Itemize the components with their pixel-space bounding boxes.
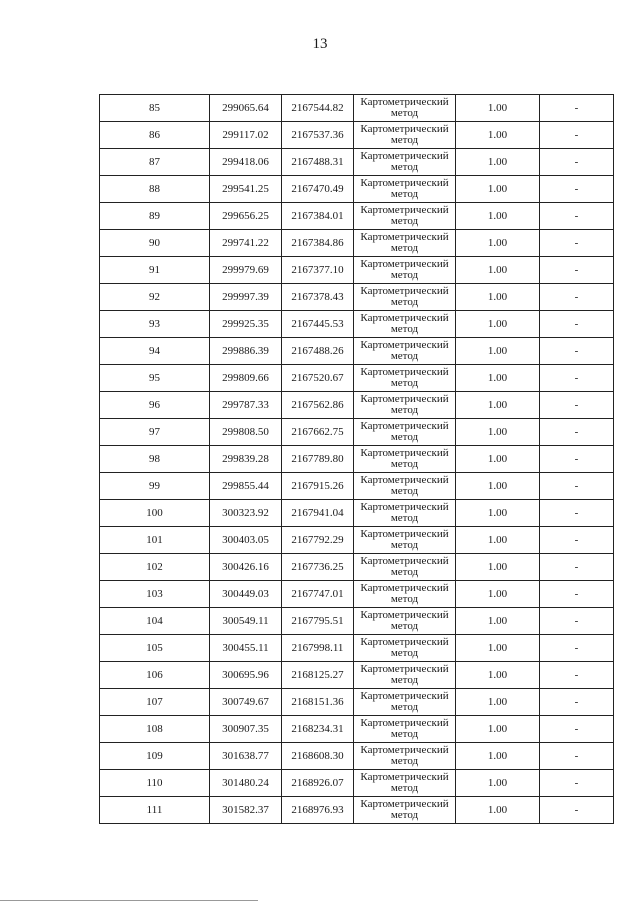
x-coordinate-cell: 301638.77: [210, 743, 282, 770]
accuracy-cell: 1.00: [456, 527, 540, 554]
accuracy-cell: 1.00: [456, 311, 540, 338]
y-coordinate-cell: 2167941.04: [282, 500, 354, 527]
point-number-cell: 95: [100, 365, 210, 392]
point-number-cell: 101: [100, 527, 210, 554]
x-coordinate-cell: 299656.25: [210, 203, 282, 230]
note-cell: -: [540, 527, 614, 554]
y-coordinate-cell: 2167384.01: [282, 203, 354, 230]
method-cell: Картометрический метод: [354, 392, 456, 419]
note-cell: -: [540, 608, 614, 635]
y-coordinate-cell: 2168234.31: [282, 716, 354, 743]
note-cell: -: [540, 392, 614, 419]
y-coordinate-cell: 2167488.31: [282, 149, 354, 176]
note-cell: -: [540, 257, 614, 284]
y-coordinate-cell: 2167488.26: [282, 338, 354, 365]
point-number-cell: 107: [100, 689, 210, 716]
note-cell: -: [540, 176, 614, 203]
note-cell: -: [540, 689, 614, 716]
table-row: [100, 230, 614, 257]
point-number-cell: 94: [100, 338, 210, 365]
method-cell: Картометрический метод: [354, 527, 456, 554]
x-coordinate-cell: 300907.35: [210, 716, 282, 743]
footer-rule: [0, 900, 258, 901]
y-coordinate-cell: 2167544.82: [282, 95, 354, 122]
note-cell: -: [540, 122, 614, 149]
method-cell: Картометрический метод: [354, 149, 456, 176]
point-number-cell: 103: [100, 581, 210, 608]
accuracy-cell: 1.00: [456, 203, 540, 230]
accuracy-cell: 1.00: [456, 230, 540, 257]
x-coordinate-cell: 300749.67: [210, 689, 282, 716]
note-cell: -: [540, 770, 614, 797]
accuracy-cell: 1.00: [456, 122, 540, 149]
table-row: [100, 500, 614, 527]
point-number-cell: 104: [100, 608, 210, 635]
method-cell: Картометрический метод: [354, 608, 456, 635]
method-cell: Картометрический метод: [354, 473, 456, 500]
x-coordinate-cell: 300449.03: [210, 581, 282, 608]
table-row: [100, 311, 614, 338]
y-coordinate-cell: 2167736.25: [282, 554, 354, 581]
x-coordinate-cell: 299541.25: [210, 176, 282, 203]
y-coordinate-cell: 2168125.27: [282, 662, 354, 689]
accuracy-cell: 1.00: [456, 743, 540, 770]
table-row: [100, 554, 614, 581]
note-cell: -: [540, 635, 614, 662]
x-coordinate-cell: 299997.39: [210, 284, 282, 311]
accuracy-cell: 1.00: [456, 716, 540, 743]
method-cell: Картометрический метод: [354, 446, 456, 473]
x-coordinate-cell: 299979.69: [210, 257, 282, 284]
point-number-cell: 93: [100, 311, 210, 338]
table-row: [100, 257, 614, 284]
coordinates-table: [99, 94, 614, 824]
y-coordinate-cell: 2167795.51: [282, 608, 354, 635]
y-coordinate-cell: 2168926.07: [282, 770, 354, 797]
table-row: [100, 662, 614, 689]
method-cell: Картометрический метод: [354, 500, 456, 527]
method-cell: Картометрический метод: [354, 797, 456, 824]
method-cell: Картометрический метод: [354, 284, 456, 311]
method-cell: Картометрический метод: [354, 689, 456, 716]
accuracy-cell: 1.00: [456, 797, 540, 824]
x-coordinate-cell: 300549.11: [210, 608, 282, 635]
x-coordinate-cell: 299839.28: [210, 446, 282, 473]
point-number-cell: 102: [100, 554, 210, 581]
table-row: [100, 716, 614, 743]
x-coordinate-cell: 299886.39: [210, 338, 282, 365]
point-number-cell: 99: [100, 473, 210, 500]
method-cell: Картометрический метод: [354, 230, 456, 257]
y-coordinate-cell: 2167377.10: [282, 257, 354, 284]
x-coordinate-cell: 299117.02: [210, 122, 282, 149]
method-cell: Картометрический метод: [354, 635, 456, 662]
table-row: [100, 797, 614, 824]
x-coordinate-cell: 300323.92: [210, 500, 282, 527]
table-row: [100, 527, 614, 554]
method-cell: Картометрический метод: [354, 554, 456, 581]
point-number-cell: 111: [100, 797, 210, 824]
y-coordinate-cell: 2168151.36: [282, 689, 354, 716]
note-cell: -: [540, 203, 614, 230]
x-coordinate-cell: 299809.66: [210, 365, 282, 392]
table-body: [100, 95, 614, 824]
note-cell: -: [540, 743, 614, 770]
accuracy-cell: 1.00: [456, 446, 540, 473]
point-number-cell: 106: [100, 662, 210, 689]
note-cell: -: [540, 149, 614, 176]
x-coordinate-cell: 299855.44: [210, 473, 282, 500]
method-cell: Картометрический метод: [354, 581, 456, 608]
note-cell: -: [540, 797, 614, 824]
point-number-cell: 89: [100, 203, 210, 230]
note-cell: -: [540, 500, 614, 527]
point-number-cell: 97: [100, 419, 210, 446]
accuracy-cell: 1.00: [456, 338, 540, 365]
accuracy-cell: 1.00: [456, 257, 540, 284]
table-row: [100, 608, 614, 635]
point-number-cell: 109: [100, 743, 210, 770]
accuracy-cell: 1.00: [456, 392, 540, 419]
point-number-cell: 85: [100, 95, 210, 122]
y-coordinate-cell: 2167662.75: [282, 419, 354, 446]
x-coordinate-cell: 300455.11: [210, 635, 282, 662]
note-cell: -: [540, 446, 614, 473]
accuracy-cell: 1.00: [456, 473, 540, 500]
x-coordinate-cell: 300403.05: [210, 527, 282, 554]
accuracy-cell: 1.00: [456, 689, 540, 716]
x-coordinate-cell: 300695.96: [210, 662, 282, 689]
note-cell: -: [540, 230, 614, 257]
method-cell: Картометрический метод: [354, 365, 456, 392]
method-cell: Картометрический метод: [354, 770, 456, 797]
note-cell: -: [540, 554, 614, 581]
method-cell: Картометрический метод: [354, 716, 456, 743]
table-row: [100, 149, 614, 176]
table-row: [100, 122, 614, 149]
point-number-cell: 92: [100, 284, 210, 311]
note-cell: -: [540, 365, 614, 392]
accuracy-cell: 1.00: [456, 608, 540, 635]
y-coordinate-cell: 2167384.86: [282, 230, 354, 257]
y-coordinate-cell: 2167537.36: [282, 122, 354, 149]
method-cell: Картометрический метод: [354, 95, 456, 122]
note-cell: -: [540, 473, 614, 500]
note-cell: -: [540, 284, 614, 311]
x-coordinate-cell: 301480.24: [210, 770, 282, 797]
y-coordinate-cell: 2168608.30: [282, 743, 354, 770]
note-cell: -: [540, 716, 614, 743]
accuracy-cell: 1.00: [456, 635, 540, 662]
method-cell: Картометрический метод: [354, 662, 456, 689]
x-coordinate-cell: 299065.64: [210, 95, 282, 122]
table-row: [100, 176, 614, 203]
note-cell: -: [540, 311, 614, 338]
y-coordinate-cell: 2167747.01: [282, 581, 354, 608]
y-coordinate-cell: 2167998.11: [282, 635, 354, 662]
method-cell: Картометрический метод: [354, 311, 456, 338]
point-number-cell: 88: [100, 176, 210, 203]
point-number-cell: 90: [100, 230, 210, 257]
table-row: [100, 419, 614, 446]
method-cell: Картометрический метод: [354, 203, 456, 230]
method-cell: Картометрический метод: [354, 743, 456, 770]
x-coordinate-cell: 299808.50: [210, 419, 282, 446]
table-row: [100, 365, 614, 392]
y-coordinate-cell: 2167915.26: [282, 473, 354, 500]
table-row: [100, 689, 614, 716]
table-row: [100, 743, 614, 770]
accuracy-cell: 1.00: [456, 581, 540, 608]
y-coordinate-cell: 2167470.49: [282, 176, 354, 203]
page-number: 13: [312, 36, 328, 52]
point-number-cell: 87: [100, 149, 210, 176]
table-row: [100, 635, 614, 662]
method-cell: Картометрический метод: [354, 338, 456, 365]
note-cell: -: [540, 581, 614, 608]
x-coordinate-cell: 299787.33: [210, 392, 282, 419]
table-row: [100, 338, 614, 365]
x-coordinate-cell: 299741.22: [210, 230, 282, 257]
y-coordinate-cell: 2167520.67: [282, 365, 354, 392]
point-number-cell: 100: [100, 500, 210, 527]
accuracy-cell: 1.00: [456, 176, 540, 203]
point-number-cell: 110: [100, 770, 210, 797]
accuracy-cell: 1.00: [456, 419, 540, 446]
y-coordinate-cell: 2167789.80: [282, 446, 354, 473]
method-cell: Картометрический метод: [354, 257, 456, 284]
x-coordinate-cell: 301582.37: [210, 797, 282, 824]
accuracy-cell: 1.00: [456, 554, 540, 581]
table-row: [100, 473, 614, 500]
accuracy-cell: 1.00: [456, 662, 540, 689]
note-cell: -: [540, 662, 614, 689]
x-coordinate-cell: 300426.16: [210, 554, 282, 581]
accuracy-cell: 1.00: [456, 770, 540, 797]
point-number-cell: 96: [100, 392, 210, 419]
accuracy-cell: 1.00: [456, 95, 540, 122]
accuracy-cell: 1.00: [456, 365, 540, 392]
y-coordinate-cell: 2167445.53: [282, 311, 354, 338]
point-number-cell: 86: [100, 122, 210, 149]
point-number-cell: 105: [100, 635, 210, 662]
x-coordinate-cell: 299418.06: [210, 149, 282, 176]
accuracy-cell: 1.00: [456, 500, 540, 527]
table-row: [100, 284, 614, 311]
point-number-cell: 98: [100, 446, 210, 473]
method-cell: Картометрический метод: [354, 176, 456, 203]
method-cell: Картометрический метод: [354, 122, 456, 149]
table-row: [100, 95, 614, 122]
note-cell: -: [540, 338, 614, 365]
table-row: [100, 581, 614, 608]
y-coordinate-cell: 2167562.86: [282, 392, 354, 419]
note-cell: -: [540, 95, 614, 122]
table-row: [100, 392, 614, 419]
point-number-cell: 91: [100, 257, 210, 284]
method-cell: Картометрический метод: [354, 419, 456, 446]
x-coordinate-cell: 299925.35: [210, 311, 282, 338]
accuracy-cell: 1.00: [456, 284, 540, 311]
y-coordinate-cell: 2168976.93: [282, 797, 354, 824]
table-row: [100, 446, 614, 473]
table-row: [100, 770, 614, 797]
y-coordinate-cell: 2167792.29: [282, 527, 354, 554]
accuracy-cell: 1.00: [456, 149, 540, 176]
y-coordinate-cell: 2167378.43: [282, 284, 354, 311]
table-row: [100, 203, 614, 230]
point-number-cell: 108: [100, 716, 210, 743]
note-cell: -: [540, 419, 614, 446]
